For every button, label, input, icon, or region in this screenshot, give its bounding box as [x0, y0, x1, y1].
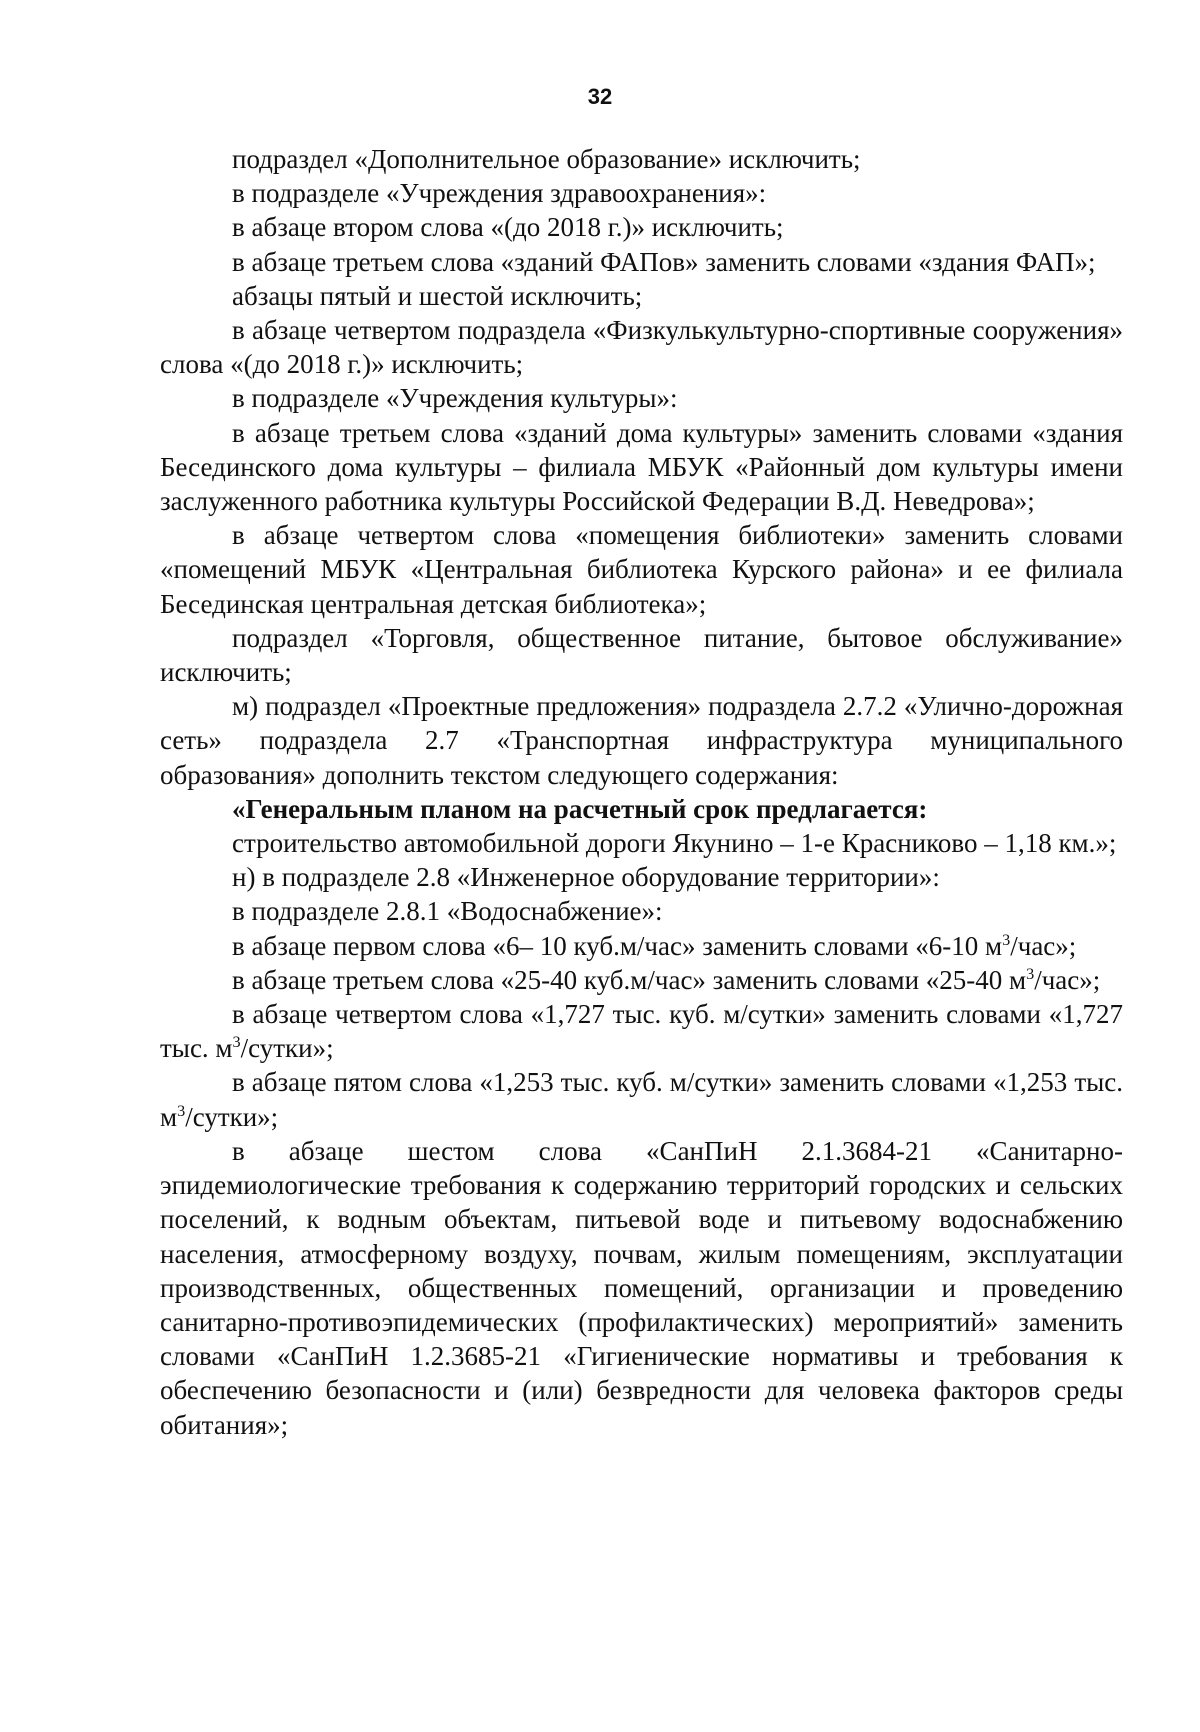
paragraph: в абзаце четвертом слова «помещения библиотеки» заменить словами «помещений МБУК «Центральная библиотека Курского района» и ее филиала Бесединская центральная детская библиотека»;	[160, 520, 1123, 619]
paragraph	[160, 929, 1123, 963]
paragraph-text: в абзаце третьем слова «25-40 куб.м/час» заменить словами «25-40 м	[232, 964, 1027, 995]
paragraph-text: /час»;	[1034, 964, 1101, 995]
paragraph: в подразделе «Учреждения культуры»:	[232, 383, 678, 414]
paragraph-text: /сутки»;	[185, 1101, 279, 1132]
paragraph: строительство автомобильной дороги Якунино – 1-е Красниково – 1,18 км.»;	[232, 828, 1117, 859]
superscript: 3	[1026, 964, 1035, 983]
paragraph: в абзаце втором слова «(до 2018 г.)» исключить;	[232, 212, 784, 243]
superscript: 3	[177, 1101, 186, 1120]
paragraph: м) подраздел «Проектные предложения» подраздела 2.7.2 «Улично-дорожная сеть» подраздела 2.7 «Транспортная инфраструктура муниципального образования» дополнить текстом следующего содержания:	[160, 691, 1123, 790]
superscript: 3	[232, 1033, 241, 1052]
paragraph: подраздел «Дополнительное образование» исключить;	[232, 144, 861, 174]
paragraph	[160, 1065, 1123, 1133]
paragraph: в абзаце четвертом подраздела «Физкулькультурно-спортивные сооружения» слова «(до 2018 г.)» исключить;	[160, 315, 1123, 380]
paragraph-text: /час»;	[1010, 930, 1077, 961]
paragraph-text: в абзаце первом слова «6– 10 куб.м/час» заменить словами «6-10 м	[232, 930, 1003, 961]
paragraph: в абзаце шестом слова «СанПиН 2.1.3684-21 «Санитарно-эпидемиологические требования к содержанию территорий городских и сельских поселений, к водным объектам, питьевой воде и питьевому водоснабжению населения, атмосферному воздуху, почвам, жилым помещениям, эксплуатации производственных, общественных помещений, организации и проведению санитарно-противоэпидемических (профилактических) мероприятий» заменить словами «СанПиН 1.2.3685-21 «Гигиенические нормативы и требования к обеспечению безопасности и (или) безвредности для человека факторов среды обитания»;	[160, 1135, 1123, 1440]
paragraph: н) в подразделе 2.8 «Инженерное оборудование территории»:	[232, 862, 940, 893]
paragraph: абзацы пятый и шестой исключить;	[232, 280, 643, 311]
paragraph	[160, 963, 1123, 997]
paragraph-text: в абзаце пятом слова «1,253 тыс. куб. м/сутки» заменить словами «1,253 тыс. м	[160, 1067, 1123, 1132]
paragraph-text: в абзаце четвертом слова «1,727 тыс. куб. м/сутки» заменить словами «1,727 тыс. м	[160, 999, 1123, 1064]
paragraph: в абзаце третьем слова «зданий дома культуры» заменить словами «здания Бесединского дома культуры – филиала МБУК «Районный дом культуры имени заслуженного работника культуры Российской Федерации В.Д. Неведрова»;	[160, 417, 1123, 517]
paragraph: в абзаце третьем слова «зданий ФАПов» заменить словами «здания ФАП»;	[232, 246, 1096, 277]
paragraph	[160, 997, 1123, 1065]
paragraph: подраздел «Торговля, общественное питание, бытовое обслуживание» исключить;	[160, 622, 1123, 688]
paragraph-heading: «Генеральным планом на расчетный срок предлагается:	[232, 793, 928, 824]
paragraph: в подразделе 2.8.1 «Водоснабжение»:	[232, 896, 663, 927]
document-body	[160, 142, 1123, 1442]
superscript: 3	[1002, 930, 1011, 949]
paragraph: в подразделе «Учреждения здравоохранения»:	[232, 178, 767, 209]
page-number: 32	[587, 84, 613, 109]
paragraph-text: /сутки»;	[240, 1033, 334, 1064]
